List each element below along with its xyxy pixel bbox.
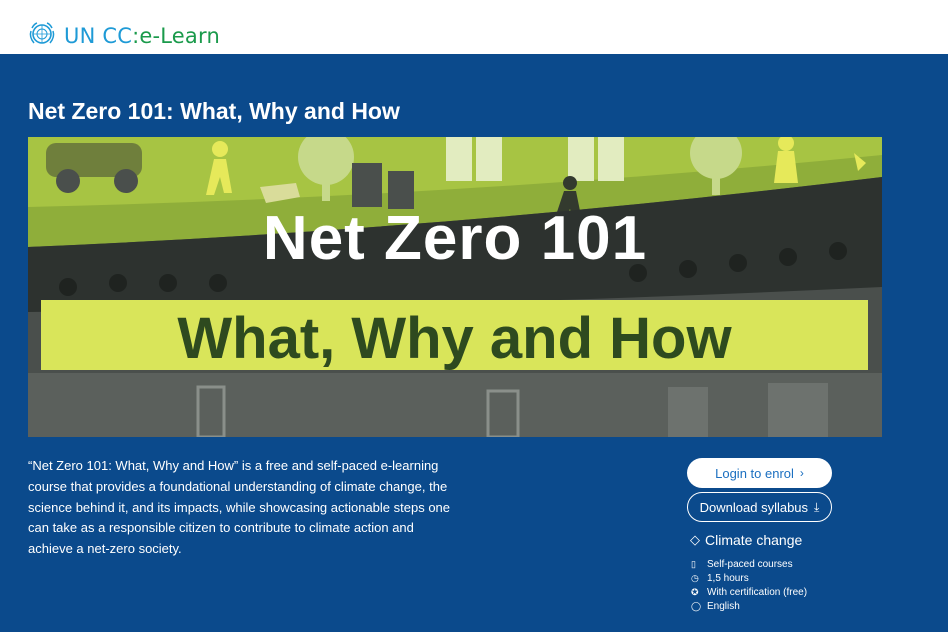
download-syllabus-button[interactable] (687, 492, 832, 522)
login-to-enrol-button[interactable] (687, 458, 832, 488)
topic-tag[interactable] (690, 532, 802, 548)
top-bar (0, 0, 948, 54)
chevron-right-icon: › (799, 466, 804, 480)
topic-label: Climate change (705, 532, 803, 548)
brand-prefix: UN CC (64, 24, 133, 48)
meta-language (691, 599, 807, 613)
un-emblem-icon (27, 19, 57, 54)
clock-icon: ◷ (691, 572, 699, 583)
meta-certification (691, 585, 807, 599)
speech-bubble-icon: ◯ (691, 600, 702, 611)
brand-separator: : (132, 24, 140, 48)
course-banner (28, 137, 882, 437)
download-button-label: Download syllabus (699, 499, 809, 515)
brand-suffix: e-Learn (139, 24, 220, 48)
course-meta-list (691, 557, 807, 613)
tag-icon: ◇ (690, 532, 700, 547)
course-main (0, 54, 948, 632)
meta-duration-text: 1,5 hours (707, 572, 749, 584)
page-title: Net Zero 101: What, Why and How (28, 98, 400, 124)
banner-illustration (28, 137, 882, 437)
meta-course-type (691, 557, 807, 571)
brand-name (64, 24, 220, 48)
course-description: “Net Zero 101: What, Why and How” is a free and self-paced e-learning course that provides a foundational understanding of climate change, the science behind it, and its impacts, while showcasing actionable steps one can take as a responsible citizen to contribute to climate action and achieve a net-zero society. (28, 458, 451, 557)
login-button-label: Login to enrol (715, 465, 794, 481)
certificate-icon: ✪ (691, 586, 699, 597)
document-icon: ▯ (691, 558, 696, 569)
meta-certification-text: With certification (free) (707, 586, 808, 598)
meta-language-text: English (707, 600, 740, 612)
site-logo[interactable] (27, 20, 220, 52)
meta-duration (691, 571, 807, 585)
banner-subheading: What, Why and How (177, 306, 732, 371)
meta-type-text: Self-paced courses (707, 558, 793, 570)
banner-heading: Net Zero 101 (262, 204, 648, 273)
download-icon: ⤓ (814, 499, 820, 514)
